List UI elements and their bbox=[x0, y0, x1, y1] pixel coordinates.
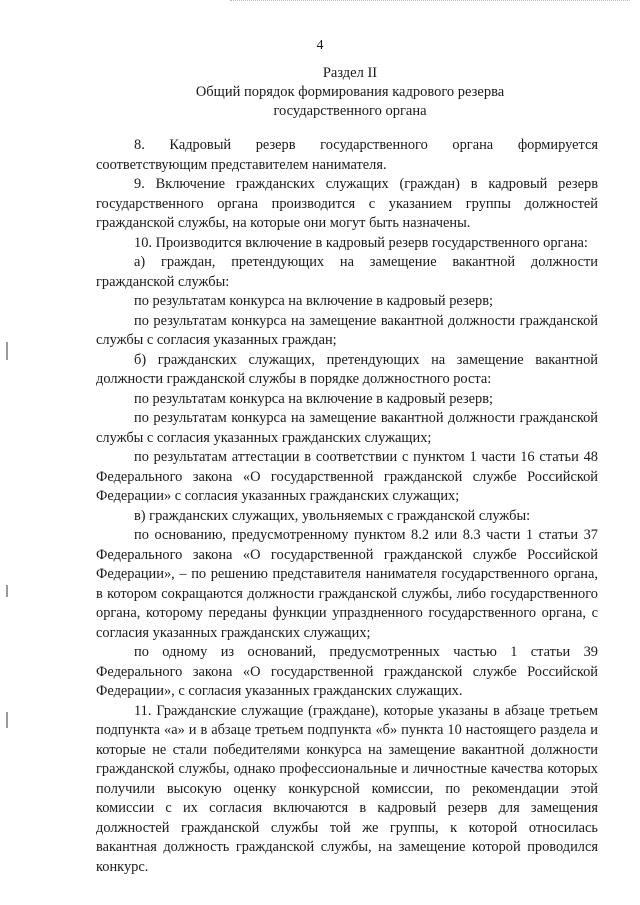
section-subtitle-line1: Общий порядок формирования кадрового резерва bbox=[195, 84, 505, 100]
paragraph-10a: а) граждан, претендующих на замещение вакантной должности гражданской службы: bbox=[96, 254, 598, 290]
paragraph-10: 10. Производится включение в кадровый резерв государственного органа: bbox=[134, 234, 588, 251]
paragraph-10b: б) гражданских служащих, претендующих на замещение вакантной должности гражданской службы в порядке должностного роста: bbox=[96, 351, 598, 387]
margin-mark bbox=[6, 712, 8, 728]
paragraph-10b-item-1: по результатам конкурса на включение в кадровый резерв; bbox=[134, 390, 494, 407]
paragraph-10b-item-2: по результатам конкурса на замещение вакантной должности гражданской службы с согласия указанных гражданских служащих; bbox=[96, 410, 598, 446]
section-subtitle-line2: государственного органа bbox=[273, 103, 427, 119]
paragraph-10a-item-1: по результатам конкурса на включение в кадровый резерв; bbox=[134, 293, 494, 309]
margin-mark bbox=[6, 585, 8, 597]
paragraph-9: 9. Включение гражданских служащих (граждан) в кадровый резерв государственного органа производится с указанием группы должностей гражданской службы, на которые они могут быть назначены. bbox=[96, 176, 598, 231]
paragraph-8: 8. Кадровый резерв государственного органа формируется соответствующим представителем нанимателя. bbox=[96, 137, 598, 173]
section-header bbox=[90, 64, 610, 121]
paragraph-11: 11. Гражданские служащие (граждане), которые указаны в абзаце третьем подпункта «а» и в абзаце третьем подпункта «б» пункта 10 настоящего раздела и которые не стали победителями конкурса на замещение вакантной должности гражданской службы, однако профессиональные и личностные качества которых получили высокую оценку конкурсной комиссии, по рекомендации этой комиссии с их согласия включаются в кадровый резерв для замещения должностей гражданской службы той же группы, к которой относилась вакантная должность гражданской службы, на замещение которой проводился конкурс. bbox=[96, 702, 598, 875]
paragraph-10b-item-3: по результатам аттестации в соответствии с пунктом 1 части 16 статьи 48 Федерального закона «О государственной гражданской службе Российской Федерации» с согласия указанных гражданских служащих; bbox=[96, 449, 598, 504]
page-number: 4 bbox=[316, 38, 324, 53]
document-body bbox=[96, 136, 598, 877]
paragraph-10a-item-2: по результатам конкурса на замещение вакантной должности гражданской службы с согласия указанных граждан; bbox=[96, 312, 598, 348]
paragraph-10v-item-1: по основанию, предусмотренному пунктом 8.2 или 8.3 части 1 статьи 37 Федерального закона «О государственной гражданской службе Российской Федерации», – по решению представителя нанимателя государственного органа, в котором сокращаются должности гражданской службы, либо государственного органа, которому переданы функции упраздненного государственного органа, с согласия указанных гражданских служащих; bbox=[96, 527, 598, 641]
paragraph-10v-item-2: по одному из оснований, предусмотренных частью 1 статьи 39 Федерального закона «О государственной гражданской службе Российской Федерации», с согласия указанных гражданских служащих. bbox=[96, 644, 598, 699]
margin-mark bbox=[6, 342, 8, 360]
section-title: Раздел II bbox=[322, 65, 378, 81]
scan-edge-artifact bbox=[230, 0, 630, 4]
paragraph-10v: в) гражданских служащих, увольняемых с гражданской службы: bbox=[134, 507, 531, 524]
